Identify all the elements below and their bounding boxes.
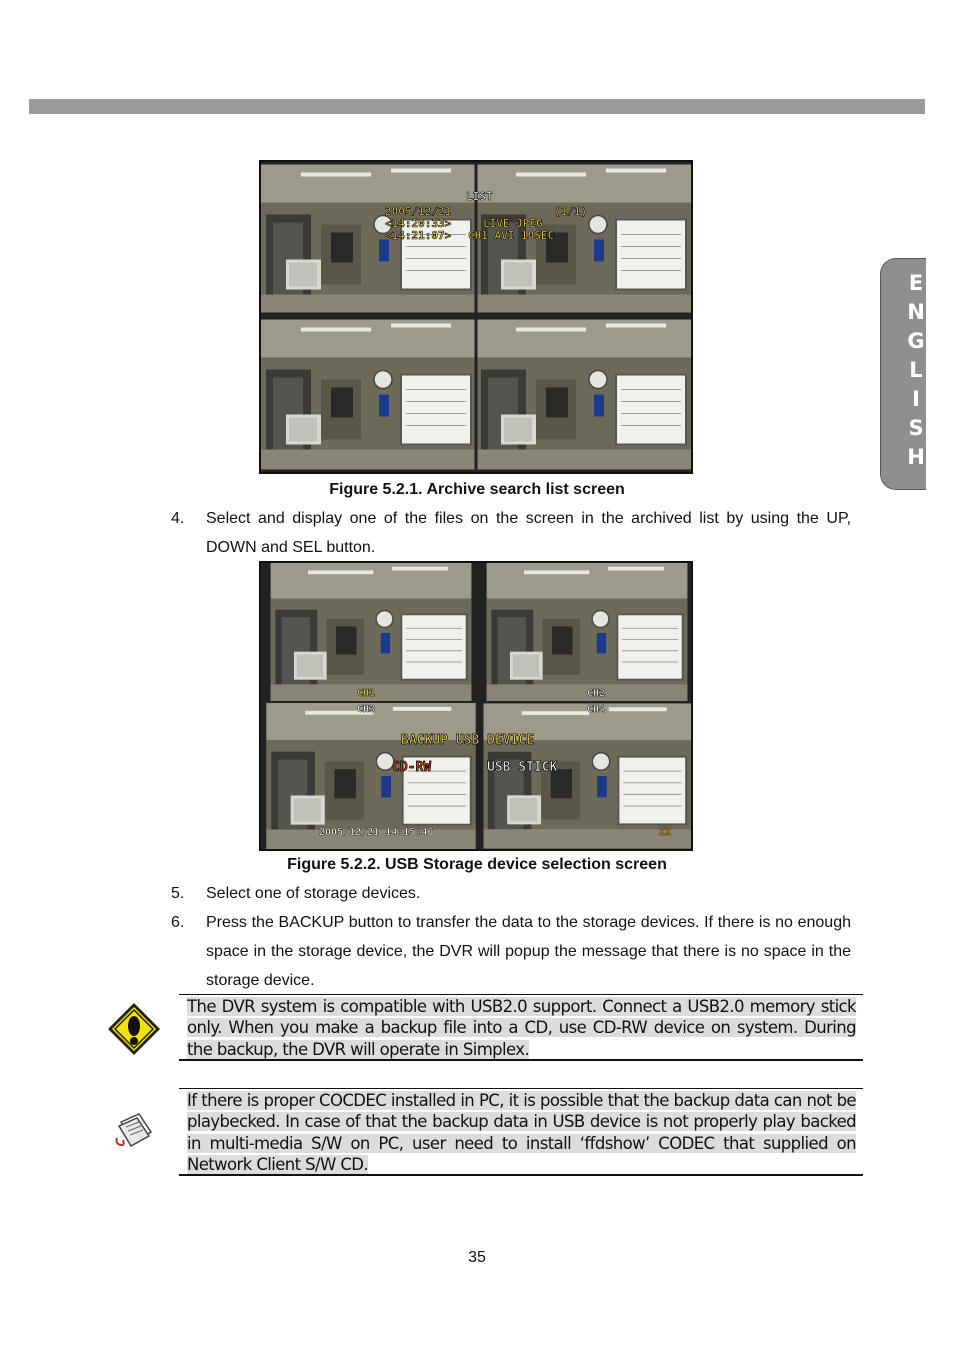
step-text: Select and display one of the files on the screen in the archived list by using the UP, DOWN and SEL button. [206, 510, 851, 556]
osd-ch4: CH4 [587, 704, 606, 715]
step-number: 4. [171, 510, 185, 527]
tab-letter: H [907, 445, 925, 469]
tab-letter: L [909, 358, 923, 382]
osd-ch3: CH3 [357, 704, 376, 715]
warning-text: The DVR system is compatible with USB2.0 support. Connect a USB2.0 memory stick only. When you make a backup file into a CD, use CD-RW device on system. During the backup, the DVR will operate in Simplex. [187, 997, 856, 1059]
tab-letter: G [907, 329, 925, 353]
osd-time-end: <14:21:07> [385, 229, 452, 242]
osd-ch1: CH1 [357, 688, 376, 699]
osd-page: (1/1) [554, 205, 588, 218]
info-text: If there is proper COCDEC installed in PC, it is possible that the backup data can not be playbecked. In case of that the backup data in USB device is not properly play backed in multi-media S/W on PC, user need to install ‘ffdshow’ CODEC that supplied on Network Client S/W CD. [187, 1091, 856, 1174]
osd-menu-title: BACKUP USB DEVICE [401, 733, 535, 748]
language-tab [880, 258, 926, 490]
step-number: 5. [171, 885, 185, 902]
figure-caption: Figure 5.2.1. Archive search list screen [329, 481, 625, 498]
osd-channel: CH1 AVI 10SEC [468, 229, 555, 242]
step-number: 6. [171, 914, 185, 931]
note-memo-icon [113, 1110, 155, 1157]
figure-caption: Figure 5.2.2. USB Storage device selection screen [287, 856, 667, 873]
tab-letter: N [907, 300, 925, 324]
tab-letter: E [908, 271, 924, 295]
warning-icon [107, 1002, 161, 1061]
osd-ch2: CH2 [587, 688, 606, 699]
osd-timestamp: 2005/12/21 14:15:46 [319, 827, 434, 838]
page-number: 35 [468, 1249, 486, 1266]
osd-time-start: <14:20:33> [385, 217, 452, 230]
step-text: Press the BACKUP button to transfer the data to the storage devices. If there is no enough space in the storage device, the DVR will popup the message that there is no space in the storage device. [206, 914, 851, 989]
tab-letter: I [912, 387, 920, 411]
osd-date: 2005/12/21 [385, 205, 452, 218]
osd-pause: II [659, 827, 672, 838]
osd-option-usb-stick: USB STICK [487, 760, 558, 775]
osd-option-cdrw: CD-RW [392, 760, 432, 775]
archive-list-screenshot [259, 160, 693, 474]
osd-list-title: LIST [466, 190, 493, 203]
osd-mode: LIVE JPEG [483, 217, 543, 230]
header-bar [29, 99, 925, 114]
usb-device-selection-screenshot [259, 561, 693, 851]
info-note [179, 1088, 863, 1176]
tab-letter: S [908, 416, 924, 440]
warning-note [179, 994, 863, 1061]
step-text: Select one of storage devices. [206, 885, 421, 902]
